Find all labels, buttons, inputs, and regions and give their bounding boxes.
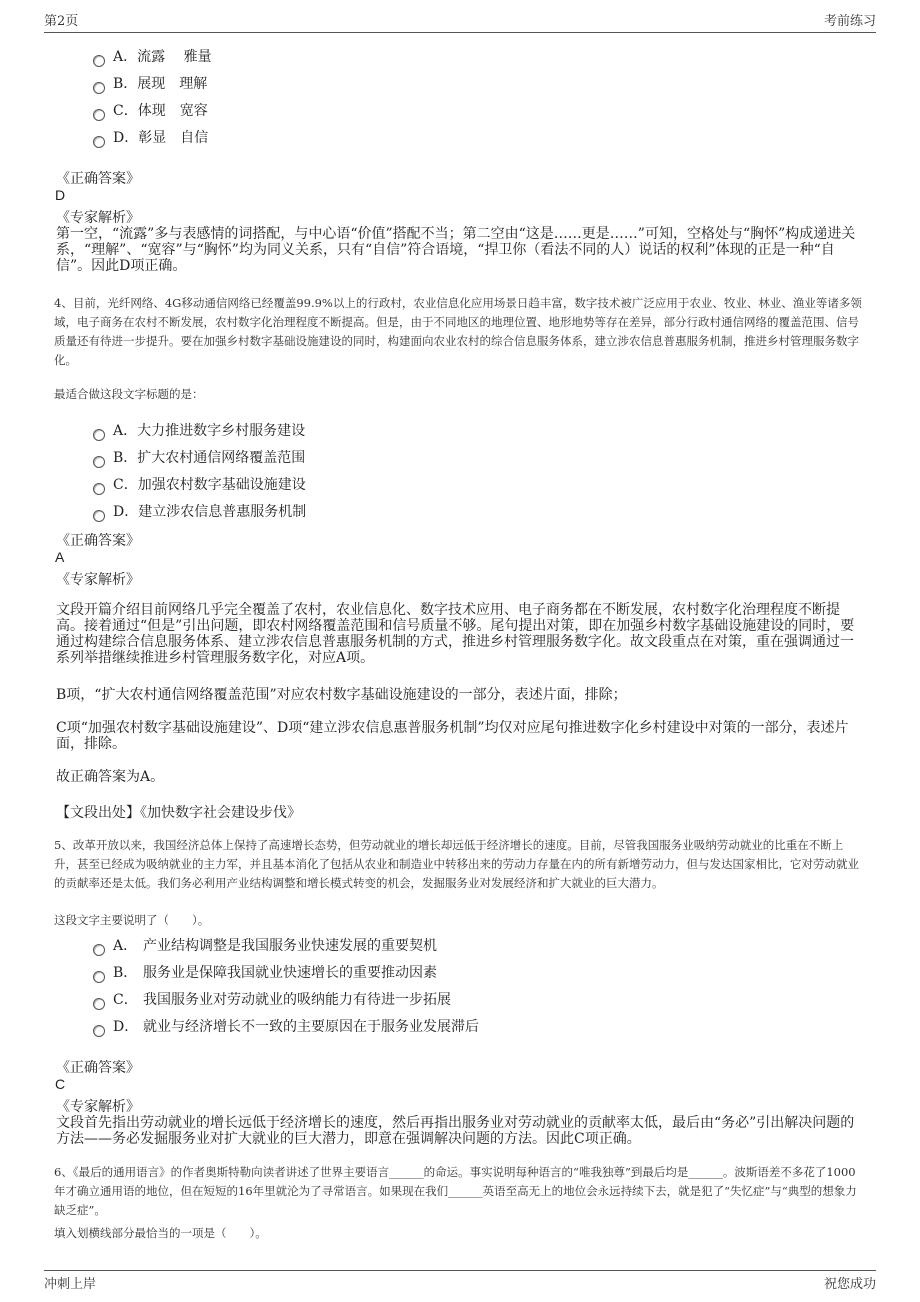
q5-option-d[interactable]: D． 就业与经济增长不一致的主要原因在于服务业发展滞后 — [93, 1016, 479, 1036]
page-header — [44, 10, 876, 33]
q6-question: 填入划横线部分最恰当的一项是（ ）。 — [54, 1226, 267, 1240]
q4-analysis-label: 《专家解析》 — [56, 572, 140, 588]
header-title: 考前练习 — [823, 14, 876, 29]
q4-answer-label: 《正确答案》 — [56, 533, 140, 549]
q5-analysis-label: 《专家解析》 — [56, 1099, 140, 1115]
q4-option-b[interactable]: B．扩大农村通信网络覆盖范围 — [93, 447, 305, 467]
q5-option-c[interactable]: C． 我国服务业对劳动就业的吸纳能力有待进一步拓展 — [93, 989, 451, 1009]
radio-icon[interactable] — [93, 109, 105, 121]
q3-analysis: 第一空，“流露”多与表感情的词搭配，与中心语“价值”搭配不当；第二空由“这是……更是……”可知，空格处与“胸怀”构成递进关系，“理解”、“宽容”与“胸怀”均为同义关系，只有“自信”符合语境，“捍卫你（看法不同的人）说话的权利”体现的正是一种“自信”。因此D项正确。 — [56, 226, 856, 274]
q6-stem: 6、《最后的通用语言》的作者奥斯特勒向读者讲述了世界主要语言______的命运。事实说明每种语言的“唯我独尊”到最后均是______。波斯语差不多花了1000年才确立通用语的地位，但在短短的16年里就沦为了寻常语言。如果现在我们______英语至高无上的地位会永远持续下去，就是犯了“失忆症”与“典型的想象力缺乏症”。 — [54, 1165, 857, 1217]
q3-option-d[interactable]: D．彰显 自信 — [93, 127, 208, 147]
q3-option-c[interactable]: C．体现 宽容 — [93, 100, 208, 120]
radio-icon[interactable] — [93, 456, 105, 468]
radio-icon[interactable] — [93, 1025, 105, 1037]
page-number: 第2页 — [44, 14, 79, 29]
radio-icon[interactable] — [93, 55, 105, 67]
q4-option-d[interactable]: D．建立涉农信息普惠服务机制 — [93, 501, 306, 521]
q5-answer: C — [55, 1076, 66, 1092]
radio-icon[interactable] — [93, 944, 105, 956]
q3-answer-label: 《正确答案》 — [56, 171, 140, 187]
q3-answer: D — [55, 187, 66, 203]
page-footer — [44, 1270, 876, 1295]
q4-stem: 4、目前，光纤网络、4G移动通信网络已经覆盖99.9%以上的行政村，农业信息化应用场景日趋丰富，数字技术被广泛应用于农业、牧业、林业、渔业等诸多领域，电子商务在农村不断发展，农村数字化治理程度不断提高。但是，由于不同地区的地理位置、地形地势等存在差异，部分行政村通信网络的覆盖范围、信号质量还有待进一步提升。要在加强乡村数字基础设施建设的同时，构建面向农业农村的综合信息服务体系，建立涉农信息普惠服务机制，推进乡村管理服务数字化。 — [54, 296, 862, 367]
radio-icon[interactable] — [93, 136, 105, 148]
q4-analysis-p3: C项“加强农村数字基础设施建设”、D项“建立涉农信息惠普服务机制”均仅对应尾句推进数字化乡村建设中对策的一部分，表述片面，排除。 — [56, 720, 849, 752]
q5-option-b[interactable]: B． 服务业是保障我国就业快速增长的重要推动因素 — [93, 962, 437, 982]
radio-icon[interactable] — [93, 510, 105, 522]
q5-stem: 5、改革开放以来，我国经济总体上保持了高速增长态势，但劳动就业的增长却远低于经济增长的速度。目前，尽管我国服务业吸纳劳动就业的比重在不断上升，甚至已经成为吸纳就业的主力军，并且基本消化了包括从农业和制造业中转移出来的劳动力存量在内的所有新增劳动力，但与发达国家相比，它对劳动就业的贡献率还是太低。我们务必利用产业结构调整和增长模式转变的机会，发掘服务业对发展经济和扩大就业的巨大潜力。 — [54, 838, 859, 890]
radio-icon[interactable] — [93, 998, 105, 1010]
q5-question: 这段文字主要说明了（ ）。 — [54, 913, 210, 927]
radio-icon[interactable] — [93, 971, 105, 983]
q4-analysis-p1: 文段开篇介绍目前网络几乎完全覆盖了农村，农业信息化、数字技术应用、电子商务都在不断发展，农村数字化治理程度不断提高。接着通过“但是”引出问题，即农村网络覆盖范围和信号质量不够。尾句提出对策，即在加强乡村数字基础设施建设的同时，要通过构建综合信息服务体系、建立涉农信息普惠服务机制的方式，推进乡村管理服务数字化。故文段重点在对策，重在强调通过一系列举措继续推进乡村管理服务数字化，对应A项。 — [56, 602, 855, 666]
q3-analysis-label: 《专家解析》 — [56, 210, 140, 226]
q4-answer: A — [55, 549, 65, 565]
radio-icon[interactable] — [93, 429, 105, 441]
radio-icon[interactable] — [93, 82, 105, 94]
q4-option-c[interactable]: C．加强农村数字基础设施建设 — [93, 474, 306, 494]
footer-left: 冲刺上岸 — [44, 1277, 97, 1292]
footer-right: 祝您成功 — [823, 1277, 876, 1292]
q4-analysis-p2: B项，“扩大农村通信网络覆盖范围”对应农村数字基础设施建设的一部分，表述片面，排除； — [56, 687, 627, 703]
q4-source: 【文段出处】《加快数字社会建设步伐》 — [56, 805, 301, 821]
q3-option-a[interactable]: A．流露 雅量 — [93, 46, 212, 66]
q5-analysis: 文段首先指出劳动就业的增长远低于经济增长的速度，然后再指出服务业对劳动就业的贡献率太低，最后由“务必”引出解决问题的方法——务必发掘服务业对扩大就业的巨大潜力，即意在强调解决问题的方法。因此C项正确。 — [56, 1115, 855, 1147]
q3-option-b[interactable]: B．展现 理解 — [93, 73, 207, 93]
q5-option-a[interactable]: A． 产业结构调整是我国服务业快速发展的重要契机 — [93, 935, 437, 955]
radio-icon[interactable] — [93, 483, 105, 495]
q4-option-a[interactable]: A．大力推进数字乡村服务建设 — [93, 420, 305, 440]
q4-question: 最适合做这段文字标题的是： — [54, 387, 204, 401]
q5-answer-label: 《正确答案》 — [56, 1060, 140, 1076]
q4-analysis-p4: 故正确答案为A。 — [56, 769, 165, 785]
